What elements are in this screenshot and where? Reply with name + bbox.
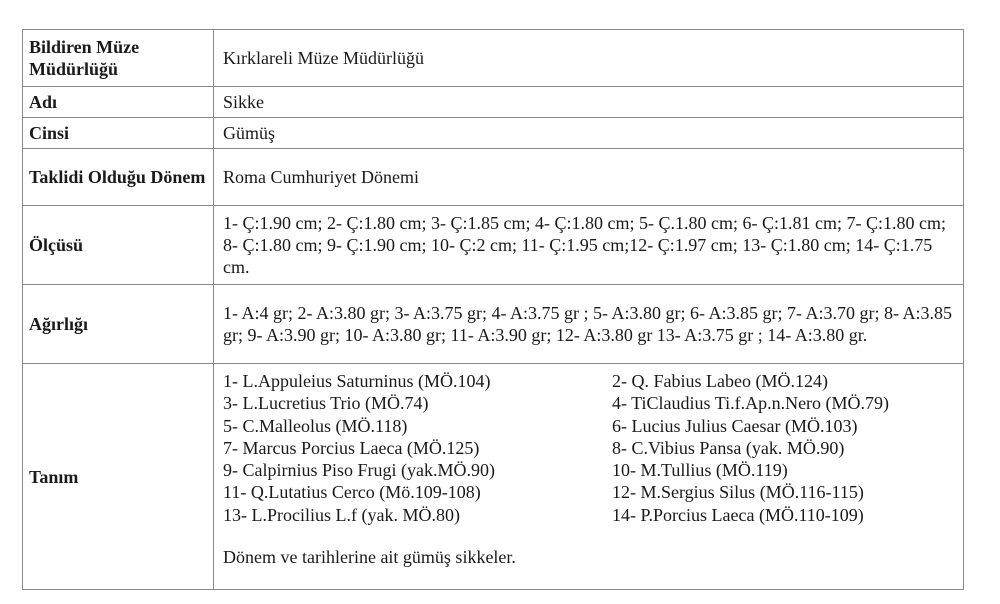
label-description: Tanım [23,364,214,590]
label-period: Taklidi Olduğu Dönem [23,149,214,206]
value-weight: 1- A:4 gr; 2- A:3.80 gr; 3- A:3.75 gr; 4- A:3.75 gr ; 5- A:3.80 gr; 6- A:3.85 gr; 7- A:3.70 gr; 8- A:3.85 gr; 9- A:3.90 gr; 10- A:3.80 gr; 11- A:3.90 gr; 12- A:3.80 gr 13- A:3.75 gr ; 14- A:3.80 gr. [214,285,964,364]
list-item: 7- Marcus Porcius Laeca (MÖ.125) [223,437,480,458]
list-item: 6- Lucius Julius Caesar (MÖ.103) [612,415,858,436]
list-item: 1- L.Appuleius Saturninus (MÖ.104) [223,371,491,391]
list-item: 4- TiClaudius Ti.f.Ap.n.Nero (MÖ.79) [612,393,890,414]
list-item: 5- C.Malleolus (MÖ.118) [223,415,408,436]
list-item: 11- Q.Lutatius Cerco (Mö.109-108) [223,482,481,503]
label-reporting-museum: Bildiren Müze Müdürlüğü [23,30,214,87]
label-name: Adı [23,87,214,118]
value-name: Sikke [214,87,964,118]
value-reporting-museum: Kırklareli Müze Müdürlüğü [214,30,964,87]
row-material [23,118,964,149]
list-item: 9- Calpirnius Piso Frugi (yak.MÖ.90) [223,460,495,481]
list-item: 10- M.Tullius (MÖ.119) [612,460,788,481]
row-name [23,87,964,118]
list-item: 2- Q. Fabius Labeo (MÖ.124) [612,371,828,391]
row-weight [23,285,964,364]
value-material: Gümüş [214,118,964,149]
row-reporting-museum [23,30,964,87]
description-footer: Dönem ve tarihlerine ait gümüş sikkeler. [223,547,516,568]
value-description [214,364,964,590]
label-dimensions: Ölçüsü [23,206,214,285]
list-item: 13- L.Procilius L.f (yak. MÖ.80) [223,504,460,525]
list-item: 8- C.Vibius Pansa (yak. MÖ.90) [612,437,845,458]
coin-record-table [22,29,964,590]
row-period [23,149,964,206]
coin-description-list [223,370,957,526]
value-dimensions: 1- Ç:1.90 cm; 2- Ç:1.80 cm; 3- Ç:1.85 cm; 4- Ç:1.80 cm; 5- Ç.1.80 cm; 6- Ç:1.81 cm; 7- Ç:1.80 cm; 8- Ç:1.80 cm; 9- Ç:1.90 cm; 10- Ç:2 cm; 11- Ç:1.95 cm;12- Ç:1.97 cm; 13- Ç:1.80 cm; 14- Ç:1.75 cm. [214,206,964,285]
value-period: Roma Cumhuriyet Dönemi [214,149,964,206]
label-material: Cinsi [23,118,214,149]
row-dimensions [23,206,964,285]
row-description [23,364,964,590]
list-item: 3- L.Lucretius Trio (MÖ.74) [223,393,429,414]
list-item: 14- P.Porcius Laeca (MÖ.110-109) [612,504,864,525]
list-item: 12- M.Sergius Silus (MÖ.116-115) [612,482,864,503]
label-weight: Ağırlığı [23,285,214,364]
